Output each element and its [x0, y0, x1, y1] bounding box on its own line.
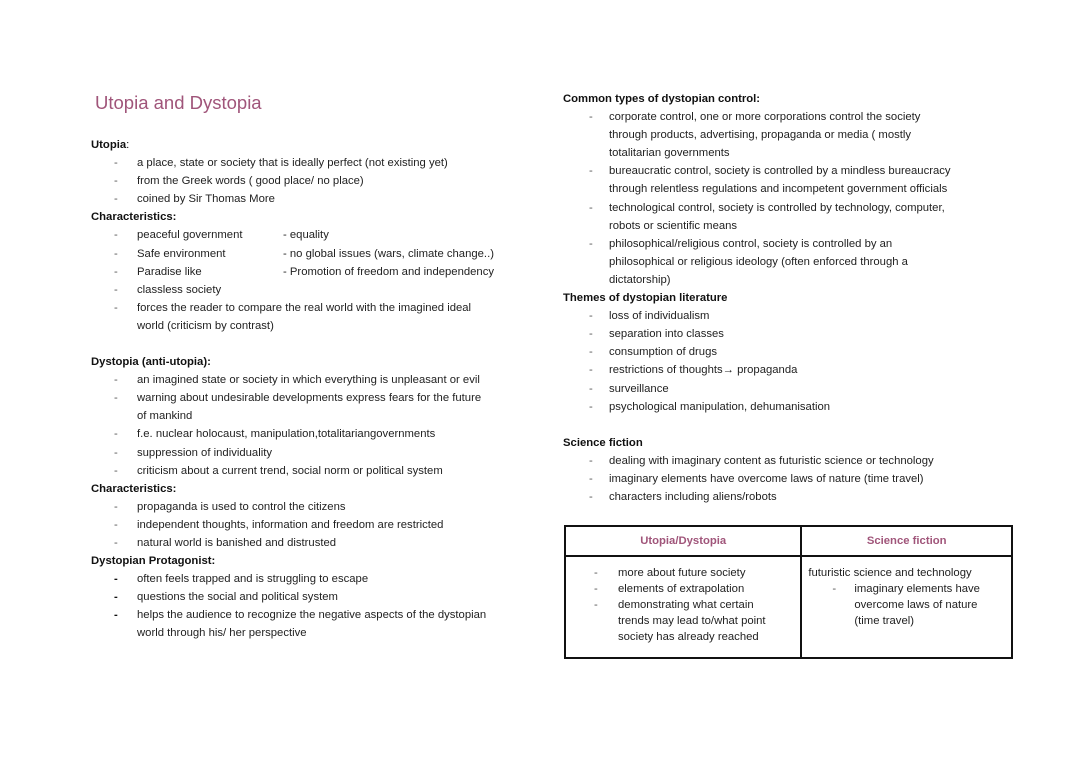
- list-item: [563, 488, 1003, 506]
- section-heading: [91, 208, 531, 226]
- list-item: [91, 226, 531, 244]
- list-item: [91, 281, 531, 299]
- list-item: [563, 325, 1003, 343]
- list-item-second-column: - equality: [283, 229, 329, 242]
- bullet-dash: -: [114, 446, 118, 459]
- list-item: [91, 462, 531, 480]
- table-list-item-text: imaginary elements have overcome laws of nature (time travel): [854, 583, 980, 627]
- bullet-dash: -: [114, 464, 118, 477]
- list-item-text: f.e. nuclear holocaust, manipulation,totalitariangovernments: [137, 428, 436, 441]
- comparison-table: [564, 525, 1013, 659]
- list-item-text: natural world is banished and distrusted: [137, 536, 337, 549]
- list-item: [91, 516, 531, 534]
- list-item: [563, 235, 1003, 289]
- list-item-text: corporate control, one or more corporations control the society through products, advertising, propaganda or media ( mostly totalitarian governments: [609, 111, 921, 160]
- list-item-text: surveillance: [609, 382, 669, 395]
- section-heading: [91, 480, 531, 498]
- section-heading: [91, 353, 531, 371]
- section-heading: [91, 136, 531, 154]
- list-item: [563, 108, 1003, 162]
- bullet-dash: -: [594, 567, 598, 579]
- bullet-dash: -: [114, 428, 118, 441]
- table-header-utopia-dystopia: Utopia/Dystopia: [565, 526, 801, 556]
- list-item-text: separation into classes: [609, 328, 724, 341]
- list-item: [91, 245, 531, 263]
- bullet-dash: -: [114, 536, 118, 549]
- list-item-text: propaganda is used to control the citizens: [137, 500, 346, 513]
- cell-heading: futuristic science and technology: [808, 567, 972, 579]
- table-list-item-text: elements of extrapolation: [618, 583, 745, 595]
- list-item: [563, 361, 1003, 379]
- bullet-dash: -: [589, 490, 593, 503]
- list-item: [91, 570, 531, 588]
- bullet-dash: -: [114, 247, 118, 260]
- bullet-dash: -: [589, 310, 593, 323]
- list-item-text: restrictions of thoughts→ propaganda: [609, 364, 798, 377]
- section-heading: [563, 434, 1003, 452]
- section-heading: [563, 90, 1003, 108]
- list-item: [91, 444, 531, 462]
- list-item: [563, 470, 1003, 488]
- bullet-dash: -: [114, 591, 118, 604]
- section-heading-text: Science fiction: [563, 436, 643, 449]
- bullet-dash: -: [589, 364, 593, 377]
- list-item: [91, 588, 531, 606]
- bullet-dash: -: [589, 165, 593, 178]
- page-title: Utopia and Dystopia: [95, 92, 262, 113]
- list-item-text: coined by Sir Thomas More: [137, 193, 275, 206]
- table-list-item: [802, 581, 1011, 629]
- spacer: [91, 335, 531, 353]
- list-item-text: often feels trapped and is struggling to escape: [137, 573, 369, 586]
- bullet-dash: -: [594, 583, 598, 595]
- right-column: [563, 90, 1003, 506]
- section-heading: [91, 552, 531, 570]
- list-item-text: characters including aliens/robots: [609, 490, 777, 503]
- bullet-dash: -: [114, 301, 118, 314]
- table-list-item-text: more about future society: [618, 567, 746, 579]
- bullet-dash: -: [114, 374, 118, 387]
- list-item: [91, 389, 531, 425]
- bullet-dash: -: [114, 193, 118, 206]
- list-item-second-column: - no global issues (wars, climate change..): [283, 247, 494, 260]
- list-item: [563, 199, 1003, 235]
- spacer: [563, 416, 1003, 434]
- bullet-dash: -: [832, 583, 837, 595]
- bullet-dash: -: [589, 472, 593, 485]
- list-item: [91, 299, 531, 335]
- table-header-science-fiction: Science fiction: [801, 526, 1012, 556]
- list-item-text: Paradise like: [137, 265, 202, 278]
- bullet-dash: -: [589, 454, 593, 467]
- section-heading-text: Characteristics:: [91, 482, 177, 495]
- bullet-dash: -: [114, 573, 118, 586]
- list-item-text: loss of individualism: [609, 310, 710, 323]
- list-item-text: dealing with imaginary content as futuristic science or technology: [609, 454, 934, 467]
- section-heading: [563, 289, 1003, 307]
- list-item: [91, 371, 531, 389]
- section-heading-text: Characteristics:: [91, 211, 177, 224]
- list-item: [91, 190, 531, 208]
- list-item-text: from the Greek words ( good place/ no place): [137, 175, 364, 188]
- list-item-text: classless society: [137, 283, 222, 296]
- bullet-dash: -: [589, 328, 593, 341]
- bullet-dash: -: [114, 609, 118, 622]
- bullet-dash: -: [114, 518, 118, 531]
- list-item-text: technological control, society is controlled by technology, computer, robots or scientific means: [609, 201, 945, 232]
- list-item-text: helps the audience to recognize the negative aspects of the dystopian world through his/ her perspective: [137, 609, 487, 640]
- table-list-item: [566, 581, 800, 597]
- list-item: [91, 263, 531, 281]
- list-item-text: bureaucratic control, society is controlled by a mindless bureaucracy through relentless regulations and incompetent government officials: [609, 165, 951, 196]
- section-heading-text: Themes of dystopian literature: [563, 292, 728, 305]
- list-item: [91, 172, 531, 190]
- list-item-text: psychological manipulation, dehumanisation: [609, 400, 831, 413]
- list-item: [91, 154, 531, 172]
- bullet-dash: -: [114, 157, 118, 170]
- bullet-dash: -: [114, 283, 118, 296]
- list-item: [563, 452, 1003, 470]
- list-item-text: questions the social and political system: [137, 591, 338, 604]
- bullet-dash: -: [589, 237, 593, 250]
- list-item-text: a place, state or society that is ideally perfect (not existing yet): [137, 157, 448, 170]
- section-heading-text: Utopia: [91, 139, 127, 151]
- list-item: [91, 534, 531, 552]
- list-item-text: imaginary elements have overcome laws of nature (time travel): [609, 472, 924, 485]
- bullet-dash: -: [589, 111, 593, 124]
- list-item: [563, 343, 1003, 361]
- bullet-dash: -: [114, 175, 118, 188]
- bullet-dash: -: [589, 382, 593, 395]
- section-heading-text: Dystopia (anti-utopia):: [91, 356, 211, 369]
- left-column: [91, 136, 531, 643]
- section-heading-text: Dystopian Protagonist:: [91, 555, 216, 568]
- bullet-dash: -: [589, 346, 593, 359]
- table-list-item-text: demonstrating what certain trends may lead to/what point society has already reached: [618, 599, 766, 643]
- list-item-text: forces the reader to compare the real world with the imagined ideal world (criticism by contrast): [137, 301, 472, 332]
- list-item-text: criticism about a current trend, social norm or political system: [137, 464, 443, 477]
- list-item-text: warning about undesirable developments express fears for the future of mankind: [137, 392, 482, 423]
- list-item: [563, 380, 1003, 398]
- list-item-text: consumption of drugs: [609, 346, 718, 359]
- bullet-dash: -: [114, 229, 118, 242]
- list-item: [91, 606, 531, 642]
- list-item-text: peaceful government: [137, 229, 243, 242]
- bullet-dash: -: [114, 265, 118, 278]
- list-item: [563, 398, 1003, 416]
- table-list-item: [566, 565, 800, 581]
- list-item-second-column: - Promotion of freedom and independency: [283, 265, 495, 278]
- list-item-text: independent thoughts, information and freedom are restricted: [137, 518, 444, 531]
- list-item: [91, 425, 531, 443]
- bullet-dash: -: [594, 599, 598, 611]
- heading-suffix: :: [126, 139, 130, 151]
- list-item: [563, 307, 1003, 325]
- bullet-dash: -: [114, 392, 118, 405]
- bullet-dash: -: [114, 500, 118, 513]
- list-item-text: Safe environment: [137, 247, 226, 260]
- table-list-item: [566, 597, 800, 645]
- table-cell-science-fiction: [801, 556, 1012, 658]
- list-item: [563, 162, 1003, 198]
- list-item-text: philosophical/religious control, society is controlled by an philosophical or religious ideology (often enforced through a dictatorship): [609, 237, 908, 286]
- bullet-dash: -: [589, 201, 593, 214]
- bullet-dash: -: [589, 400, 593, 413]
- list-item: [91, 498, 531, 516]
- list-item-text: suppression of individuality: [137, 446, 273, 459]
- table-cell-utopia-dystopia: [565, 556, 801, 658]
- list-item-text: an imagined state or society in which everything is unpleasant or evil: [137, 374, 480, 387]
- section-heading-text: Common types of dystopian control:: [563, 93, 761, 105]
